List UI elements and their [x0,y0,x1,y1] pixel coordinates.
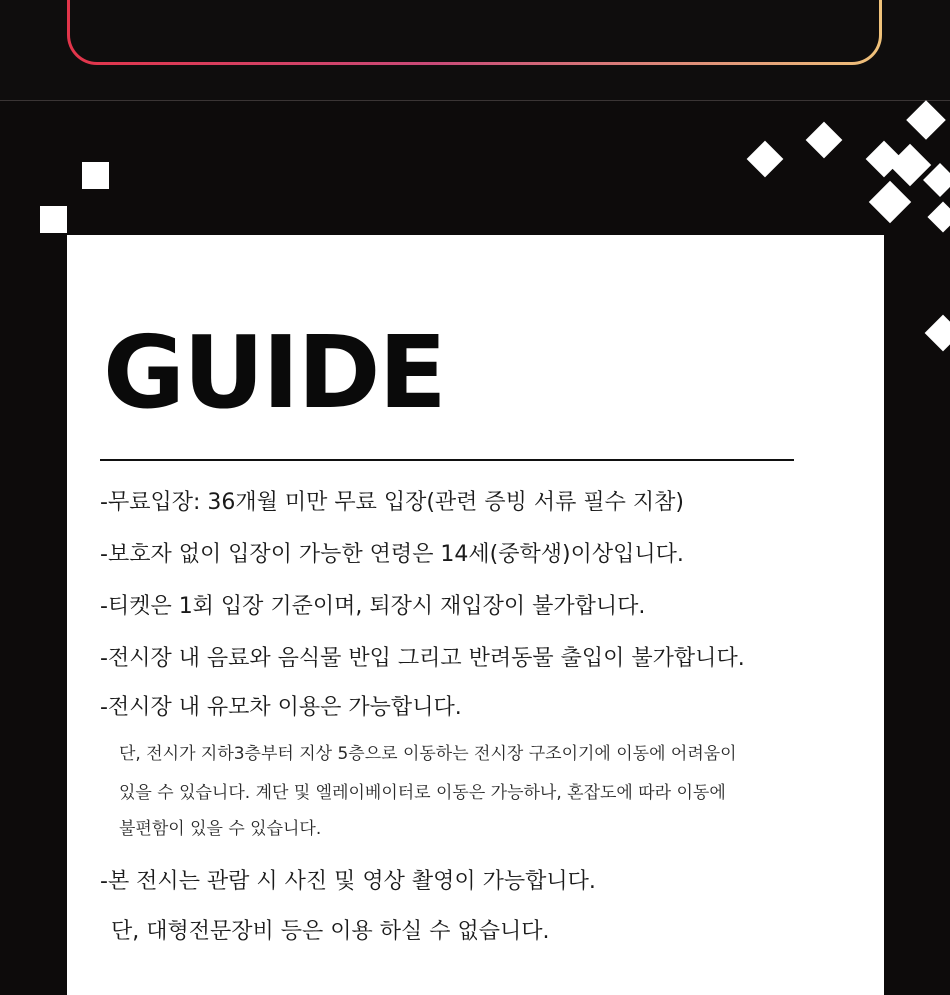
top-band [0,0,950,101]
decor-diamond [747,141,784,178]
entry-steps-box [67,0,882,65]
guide-card [67,235,884,995]
decor-pixel [40,206,67,233]
decor-diamond [906,100,946,140]
decor-pixel [82,162,109,189]
guide-line-reentry: -티켓은 1회 입장 기준이며, 퇴장시 재입장이 불가합니다. [100,594,646,619]
decor-diamond [869,181,911,223]
guide-line-age-limit: -보호자 없이 입장이 가능한 연령은 14세(중학생)이상입니다. [100,542,684,567]
guide-line-free-entry: -무료입장: 36개월 미만 무료 입장(관련 증빙 서류 필수 지참) [100,490,685,515]
guide-note-stroller-2: 있을 수 있습니다. 계단 및 엘레이베이터로 이동은 가능하나, 혼잡도에 따라 이동에 [119,783,726,803]
decor-diamond [925,315,950,352]
guide-note-stroller-3: 불편함이 있을 수 있습니다. [119,819,322,839]
guide-note-stroller-1: 단, 전시가 지하3층부터 지상 5층으로 이동하는 전시장 구조이기에 이동에 어려움이 [119,744,737,764]
decor-diamond [806,122,843,159]
guide-line-photo: -본 전시는 관람 시 사진 및 영상 촬영이 가능합니다. [100,869,596,894]
guide-note-photo: 단, 대형전문장비 등은 이용 하실 수 없습니다. [111,919,550,944]
guide-title: GUIDE [103,314,445,431]
decor-diamond [927,201,950,232]
title-divider [100,459,794,461]
guide-line-stroller: -전시장 내 유모차 이용은 가능합니다. [100,695,462,720]
guide-line-food-pets: -전시장 내 음료와 음식물 반입 그리고 반려동물 출입이 불가합니다. [100,646,745,671]
